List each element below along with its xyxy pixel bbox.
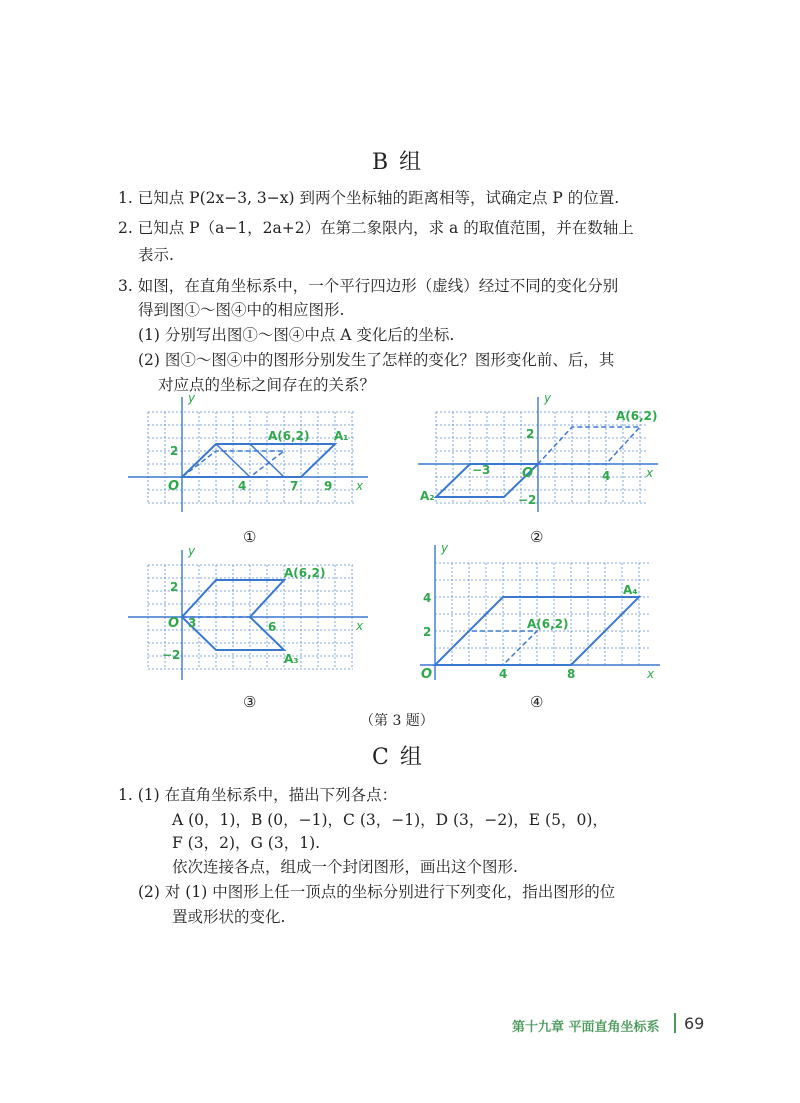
- tick-3: 3: [188, 616, 197, 630]
- y-label: y: [441, 541, 449, 555]
- figure-caption: （第 3 题）: [360, 713, 434, 729]
- question-b1: 1. 已知点 P(2x−3, 3−x) 到两个坐标轴的距离相等，试确定点 P 的位置.: [118, 189, 620, 207]
- origin-label: O: [421, 667, 433, 682]
- point-a-label: A(6,2): [284, 566, 326, 580]
- footer-divider: [674, 1013, 676, 1033]
- figure-1-label: ①: [243, 528, 257, 546]
- question-c2-line1: (2) 对 (1) 中图形上任一顶点的坐标分别进行下列变化，指出图形的位: [138, 883, 616, 901]
- question-b2-line1: 2. 已知点 P（a−1，2a+2）在第二象限内，求 a 的取值范围，并在数轴上: [118, 219, 634, 237]
- x-label: x: [356, 479, 364, 493]
- figure-2-label: ②: [530, 528, 544, 546]
- point-a-label: A(6,2): [268, 429, 310, 443]
- question-b3-line2: 得到图①～图④中的相应图形.: [138, 301, 345, 319]
- origin-label: O: [168, 479, 180, 494]
- tick-neg2: −2: [518, 493, 537, 507]
- point-a2-label: A₂: [420, 489, 435, 503]
- tick-6: 6: [268, 620, 277, 634]
- question-b3-part2-line1: (2) 图①～图④中的图形分别发生了怎样的变化？图形变化前、后，其: [138, 351, 615, 369]
- y-label: y: [188, 392, 196, 405]
- tick-7: 7: [290, 479, 299, 493]
- tick-2: 2: [526, 427, 535, 441]
- figure-2: [418, 392, 658, 517]
- point-a-label: A(6,2): [527, 617, 569, 631]
- transformed-shape: [182, 444, 335, 477]
- question-b3-line1: 3. 如图，在直角坐标系中，一个平行四边形（虚线）经过不同的变化分别: [118, 277, 619, 295]
- y-label: y: [188, 545, 196, 558]
- point-a3-label: A₃: [284, 652, 299, 666]
- x-label: x: [646, 466, 654, 480]
- figure-4-label: ④: [530, 693, 544, 711]
- section-b-heading: B 组: [372, 150, 424, 175]
- origin-label: O: [168, 616, 180, 631]
- figure-3-label: ③: [243, 693, 257, 711]
- tick-2: 2: [170, 444, 179, 458]
- question-b3-part2-line2: 对应点的坐标之间存在的关系？: [158, 376, 376, 394]
- page-number: 69: [684, 1014, 705, 1033]
- chapter-footer: 第十九章 平面直角坐标系: [512, 1020, 660, 1035]
- question-b2-line2: 表示.: [138, 246, 174, 264]
- section-c-heading: C 组: [372, 745, 424, 770]
- question-c2-line2: 置或形状的变化.: [172, 908, 286, 926]
- x-label: x: [647, 667, 655, 681]
- question-b3-part1: (1) 分别写出图①～图④中点 A 变化后的坐标.: [138, 326, 455, 344]
- figure-3: [128, 545, 368, 685]
- tick-8: 8: [567, 667, 576, 681]
- tick-4-y: 4: [423, 591, 432, 605]
- tick-2: 2: [423, 625, 432, 639]
- tick-neg2: −2: [162, 648, 181, 662]
- figure-4: [415, 540, 665, 690]
- point-a-label: A(6,2): [616, 409, 658, 423]
- tick-9: 9: [324, 479, 333, 493]
- question-c1-points2: F (3，2)，G (3，1).: [172, 834, 321, 852]
- y-label: y: [544, 392, 552, 405]
- tick-2: 2: [170, 580, 179, 594]
- tick-4: 4: [238, 479, 247, 493]
- question-c1-points1: A (0，1)，B (0，−1)，C (3，−1)，D (3，−2)，E (5，0)，: [172, 811, 608, 829]
- question-c1-line4: 依次连接各点，组成一个封闭图形，画出这个图形.: [172, 858, 518, 876]
- tick-4-x: 4: [499, 667, 508, 681]
- origin-label: O: [522, 466, 534, 481]
- question-c1-line1: 1. (1) 在直角坐标系中，描出下列各点：: [118, 786, 398, 804]
- point-a1-label: A₁: [334, 429, 349, 443]
- tick-neg3: −3: [472, 463, 491, 477]
- x-label: x: [356, 619, 364, 633]
- figure-1: [128, 392, 368, 517]
- tick-4: 4: [602, 469, 611, 483]
- point-a4-label: A₄: [623, 583, 638, 597]
